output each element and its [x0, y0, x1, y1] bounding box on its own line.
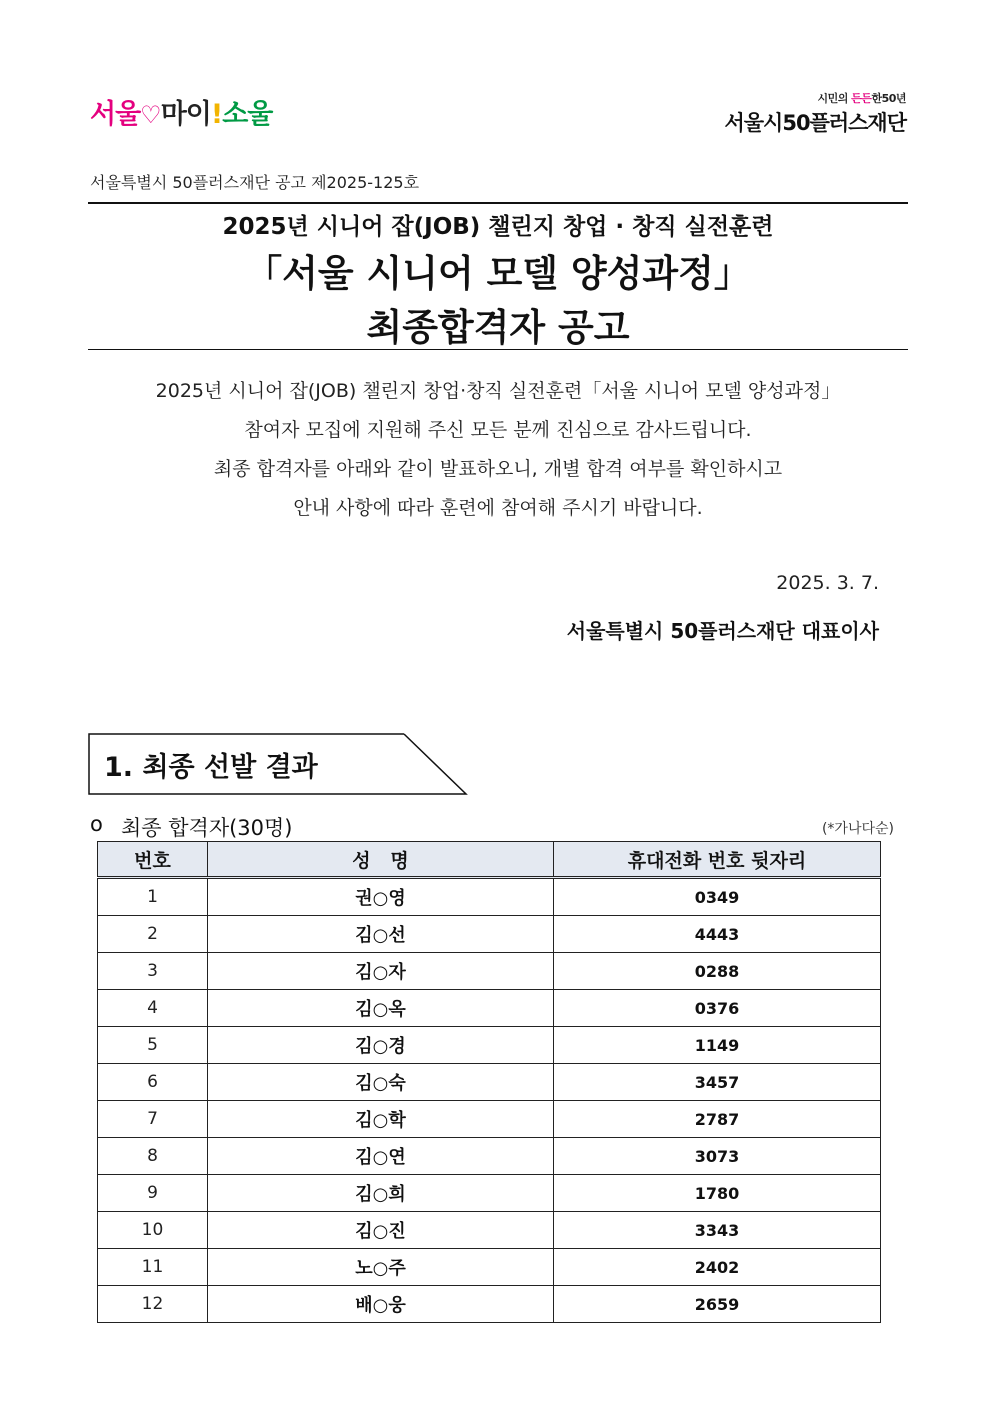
table-row — [98, 1138, 881, 1175]
row-number: 1 — [98, 878, 208, 916]
row-name: 노○주 — [208, 1249, 554, 1286]
heart-icon: ♡ — [140, 101, 161, 129]
row-number: 3 — [98, 953, 208, 990]
sort-note: (*가나다순) — [821, 821, 894, 837]
row-number: 6 — [98, 1064, 208, 1101]
table-row — [98, 916, 881, 953]
signer: 서울특별시 50플러스재단 대표이사 — [566, 619, 879, 643]
row-phone: 2402 — [554, 1249, 881, 1286]
table-row — [98, 1027, 881, 1064]
row-name: 김○숙 — [208, 1064, 554, 1101]
results-table-container — [97, 841, 880, 1323]
title-top-divider — [88, 202, 908, 204]
section-title: 1. 최종 선발 결과 — [104, 752, 318, 783]
table-row — [98, 990, 881, 1027]
header-phone: 휴대전화 번호 뒷자리 — [554, 842, 881, 878]
row-phone: 3073 — [554, 1138, 881, 1175]
table-row — [98, 953, 881, 990]
row-phone: 0376 — [554, 990, 881, 1027]
bullet-icon: o — [90, 812, 103, 836]
row-phone: 0349 — [554, 878, 881, 916]
row-number: 4 — [98, 990, 208, 1027]
row-number: 8 — [98, 1138, 208, 1175]
row-name: 김○경 — [208, 1027, 554, 1064]
title-line-2: 「서울 시니어 모델 양성과정」 — [245, 252, 751, 295]
body-paragraph-1: 2025년 시니어 잡(JOB) 챌린지 창업·창직 실전훈련「서울 시니어 모델 양성과정」 — [155, 380, 841, 402]
table-row — [98, 1286, 881, 1323]
row-number: 11 — [98, 1249, 208, 1286]
row-name: 김○진 — [208, 1212, 554, 1249]
row-name: 권○영 — [208, 878, 554, 916]
row-name: 김○희 — [208, 1175, 554, 1212]
title-line-3: 최종합격자 공고 — [366, 306, 630, 349]
body-paragraph-4: 안내 사항에 따라 훈련에 참여해 주시기 바랍니다. — [293, 497, 703, 519]
row-number: 12 — [98, 1286, 208, 1323]
seoul-my-soul-logo: 서울♡마이!소울 — [90, 99, 273, 130]
row-name: 배○웅 — [208, 1286, 554, 1323]
table-row — [98, 1249, 881, 1286]
row-name: 김○학 — [208, 1101, 554, 1138]
notice-date: 2025. 3. 7. — [776, 572, 879, 594]
row-phone: 2659 — [554, 1286, 881, 1323]
row-number: 9 — [98, 1175, 208, 1212]
row-phone: 1149 — [554, 1027, 881, 1064]
row-number: 5 — [98, 1027, 208, 1064]
seoul50plus-foundation-logo — [724, 90, 906, 137]
table-row — [98, 1175, 881, 1212]
logo-name: 서울시50플러스재단 — [724, 111, 906, 135]
row-phone: 1780 — [554, 1175, 881, 1212]
logo-tagline: 시민의 든든한50년 — [817, 92, 906, 105]
subsection-label: 최종 합격자(30명) — [121, 816, 293, 840]
row-name: 김○자 — [208, 953, 554, 990]
header-name: 성 명 — [208, 842, 554, 878]
row-phone: 4443 — [554, 916, 881, 953]
table-row — [98, 878, 881, 916]
row-name: 김○옥 — [208, 990, 554, 1027]
row-number: 7 — [98, 1101, 208, 1138]
notice-number: 서울특별시 50플러스재단 공고 제2025-125호 — [90, 173, 420, 192]
row-phone: 3343 — [554, 1212, 881, 1249]
table-row — [98, 1064, 881, 1101]
results-table — [97, 841, 881, 1323]
row-number: 10 — [98, 1212, 208, 1249]
row-phone: 3457 — [554, 1064, 881, 1101]
row-number: 2 — [98, 916, 208, 953]
row-phone: 0288 — [554, 953, 881, 990]
row-name: 김○연 — [208, 1138, 554, 1175]
body-paragraph-2: 참여자 모집에 지원해 주신 모든 분께 진심으로 감사드립니다. — [244, 419, 752, 441]
row-phone: 2787 — [554, 1101, 881, 1138]
body-paragraph-3: 최종 합격자를 아래와 같이 발표하오니, 개별 합격 여부를 확인하시고 — [213, 458, 783, 480]
table-header-row — [98, 842, 881, 878]
header-number: 번호 — [98, 842, 208, 878]
table-row — [98, 1212, 881, 1249]
title-bottom-divider — [88, 349, 908, 350]
table-row — [98, 1101, 881, 1138]
row-name: 김○선 — [208, 916, 554, 953]
title-line-1: 2025년 시니어 잡(JOB) 챌린지 창업 · 창직 실전훈련 — [222, 214, 774, 240]
